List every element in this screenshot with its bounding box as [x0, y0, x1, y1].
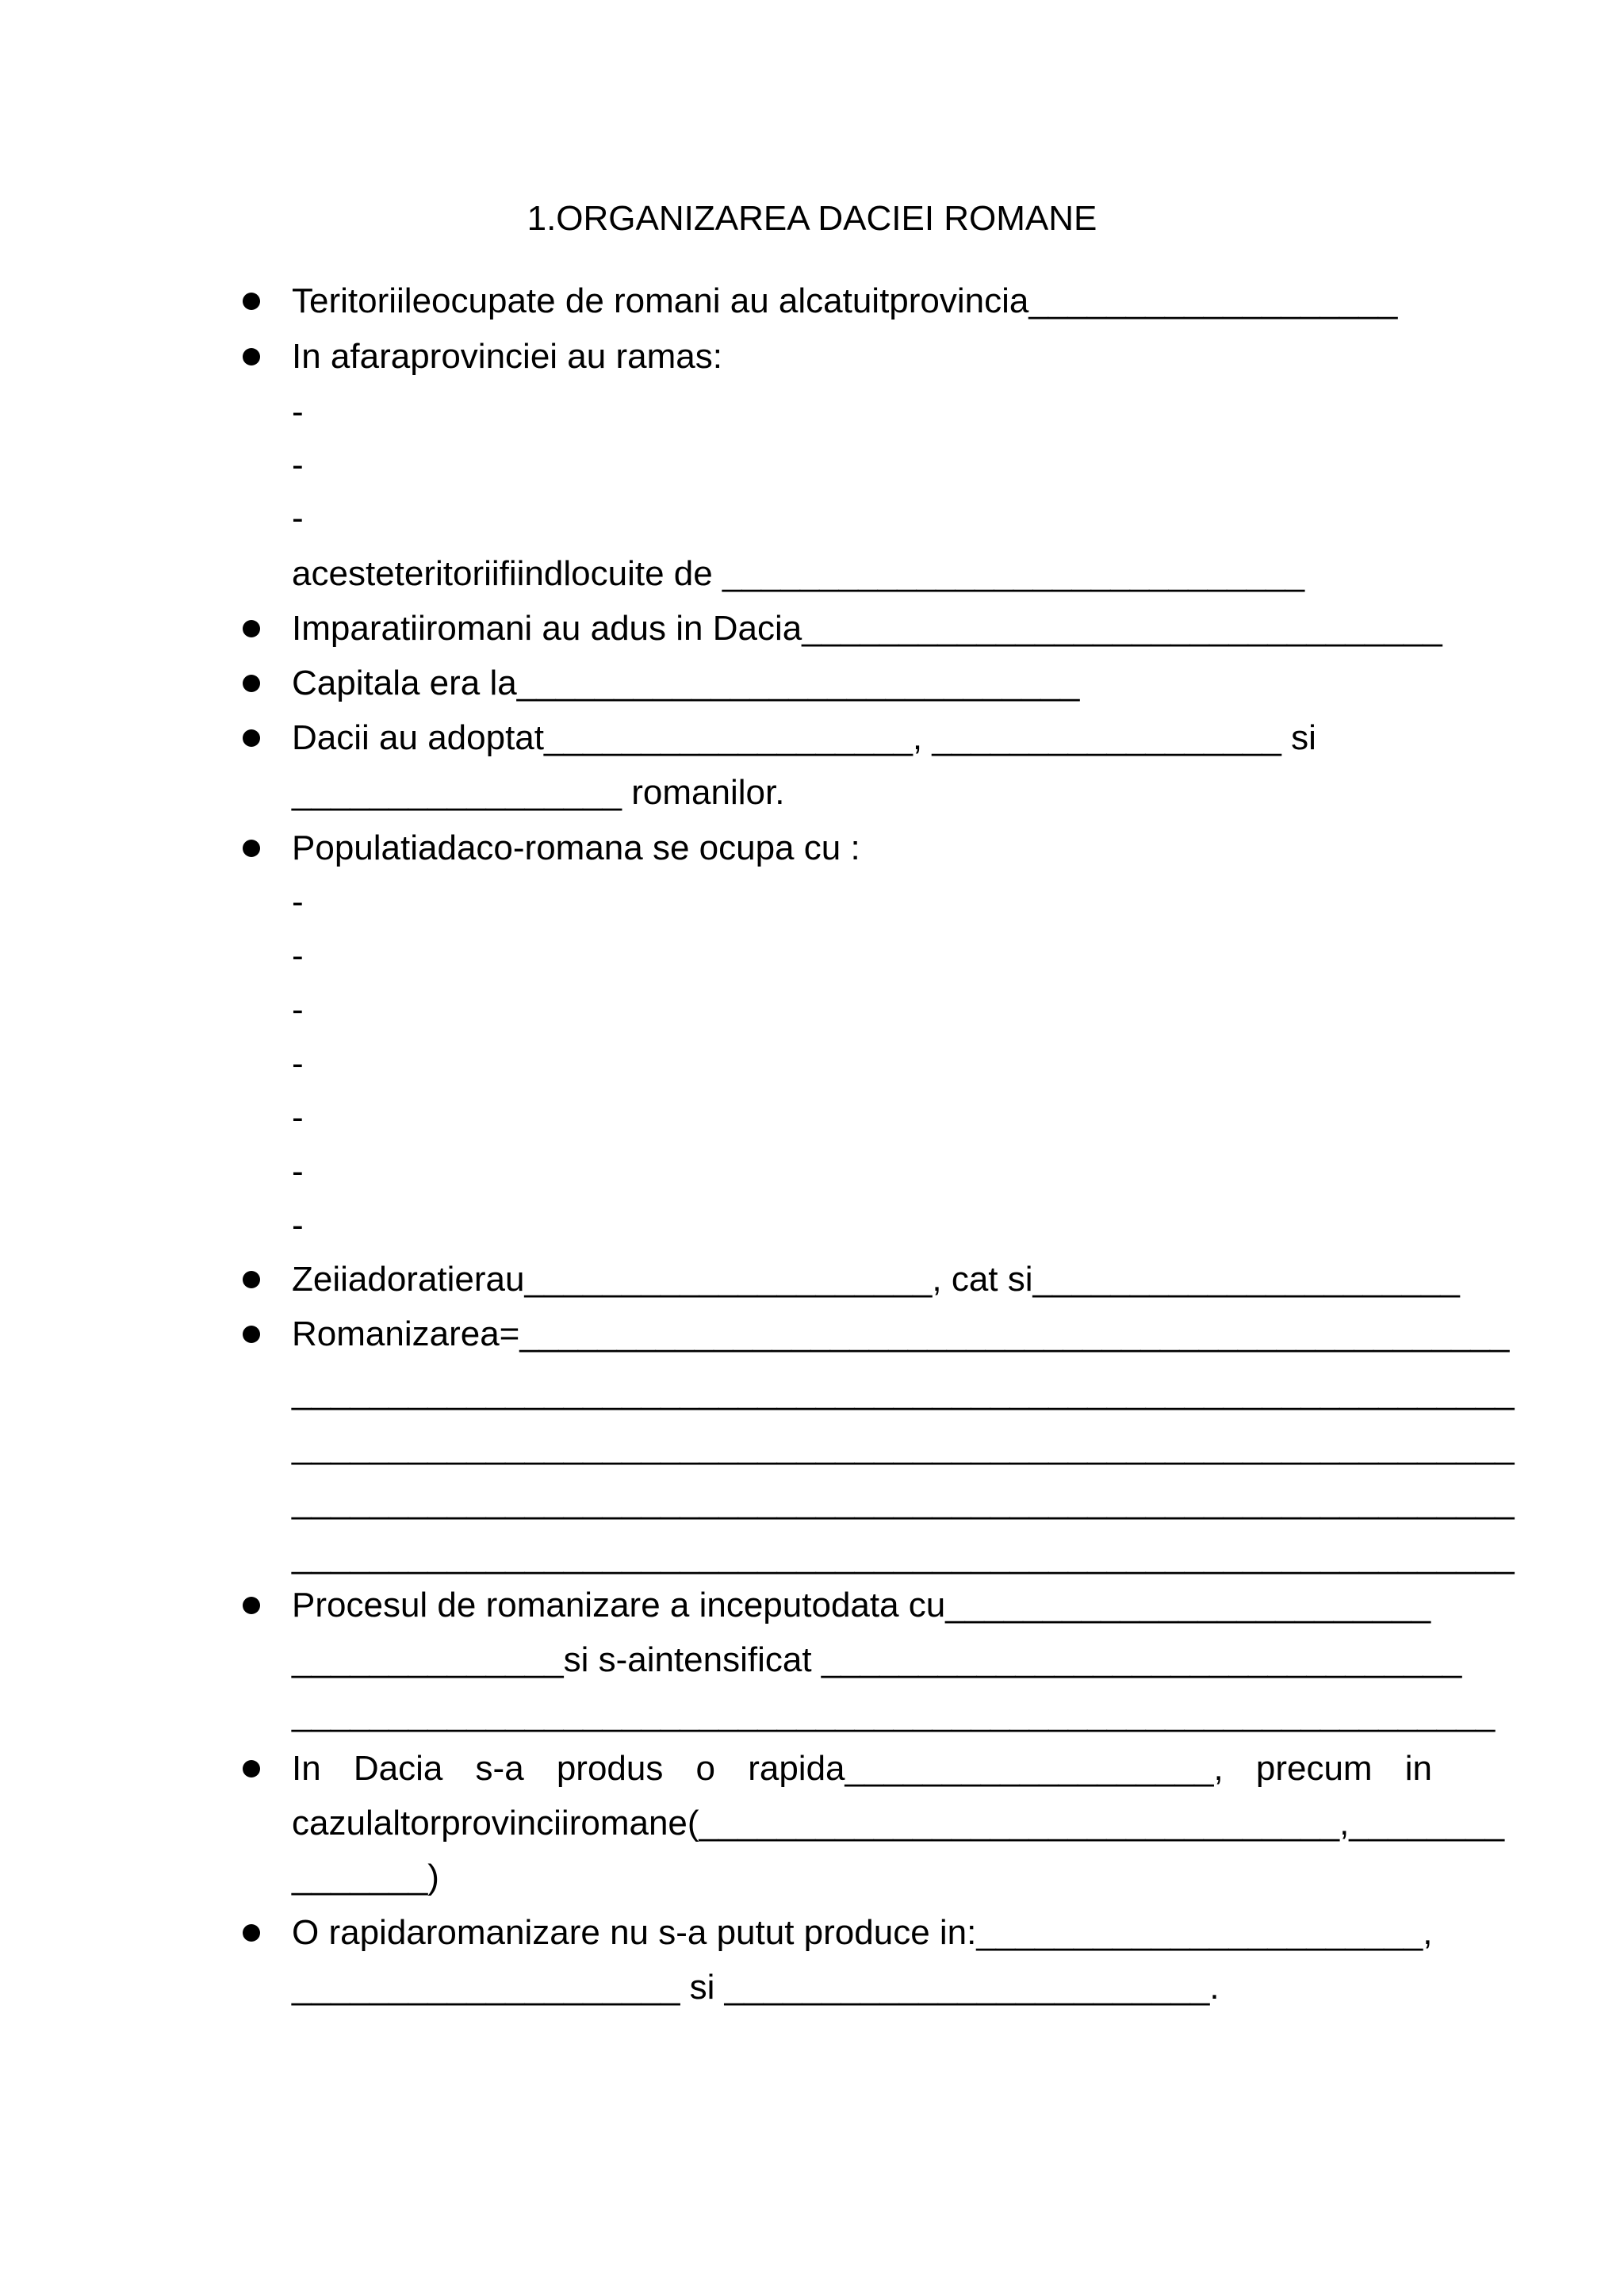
bullet-icon	[243, 1326, 260, 1343]
dash-line: -	[292, 990, 304, 1029]
answer-line: _______________________________________________________________	[292, 1372, 1515, 1411]
item-dacia: In Dacia s-a produs o rapida___________________, precum in	[292, 1749, 1432, 1788]
answer-line: _______________________________________________________________	[292, 1427, 1515, 1466]
dash-line: -	[292, 1152, 304, 1191]
dash-line: -	[292, 446, 304, 484]
bullet-icon	[243, 620, 260, 637]
dash-line: -	[292, 1206, 304, 1245]
answer-line: _______________________________________________________________	[292, 1536, 1515, 1575]
bullet-icon	[243, 1760, 260, 1777]
item-proces: Procesul de romanizare a inceputodata cu_________________________	[292, 1586, 1431, 1624]
item-rapida: O rapidaromanizare nu s-a putut produce in:_______________________,	[292, 1913, 1433, 1952]
item-dacia-end: _______)	[292, 1858, 439, 1896]
answer-line: ______________________________________________________________	[292, 1694, 1496, 1733]
item-locuite: acesteteritoriifiindlocuite de ______________________________	[292, 554, 1305, 593]
item-adoptat-cont: _________________ romanilor.	[292, 773, 785, 812]
item-adoptat: Dacii au adoptat___________________, __________________ si	[292, 718, 1316, 757]
item-romanizarea: Romanizarea=___________________________________________________	[292, 1314, 1510, 1353]
dash-line: -	[292, 499, 304, 538]
item-capitala: Capitala era la_____________________________	[292, 664, 1080, 702]
item-imparatii: Imparatiiromani au adus in Dacia_________________________________	[292, 609, 1442, 648]
bullet-icon	[243, 675, 260, 692]
dash-line: -	[292, 392, 304, 431]
page-title: 1.ORGANIZAREA DACIEI ROMANE	[527, 199, 1097, 238]
item-afara: In afaraprovinciei au ramas:	[292, 337, 722, 376]
item-dacia-cont: cazulaltorprovinciiromane(_________________________________,________	[292, 1804, 1505, 1843]
dash-line: -	[292, 1098, 304, 1137]
bullet-icon	[243, 1271, 260, 1288]
answer-line: _______________________________________________________________	[292, 1482, 1515, 1521]
item-rapida-cont: ____________________ si _________________________.	[292, 1968, 1220, 2007]
bullet-icon	[243, 1597, 260, 1614]
item-proces-cont: ______________si s-aintensificat _________________________________	[292, 1640, 1462, 1679]
bullet-icon	[243, 1924, 260, 1942]
dash-line: -	[292, 936, 304, 975]
bullet-icon	[243, 293, 260, 310]
item-populatia: Populatiadaco-romana se ocupa cu :	[292, 828, 860, 867]
item-provincia: Teritoriileocupate de romani au alcatuitprovincia___________________	[292, 281, 1398, 320]
dash-line: -	[292, 882, 304, 921]
bullet-icon	[243, 729, 260, 747]
item-zeii: Zeiiadoratierau_____________________, cat si______________________	[292, 1260, 1460, 1299]
dash-line: -	[292, 1044, 304, 1083]
bullet-icon	[243, 348, 260, 365]
bullet-icon	[243, 840, 260, 857]
